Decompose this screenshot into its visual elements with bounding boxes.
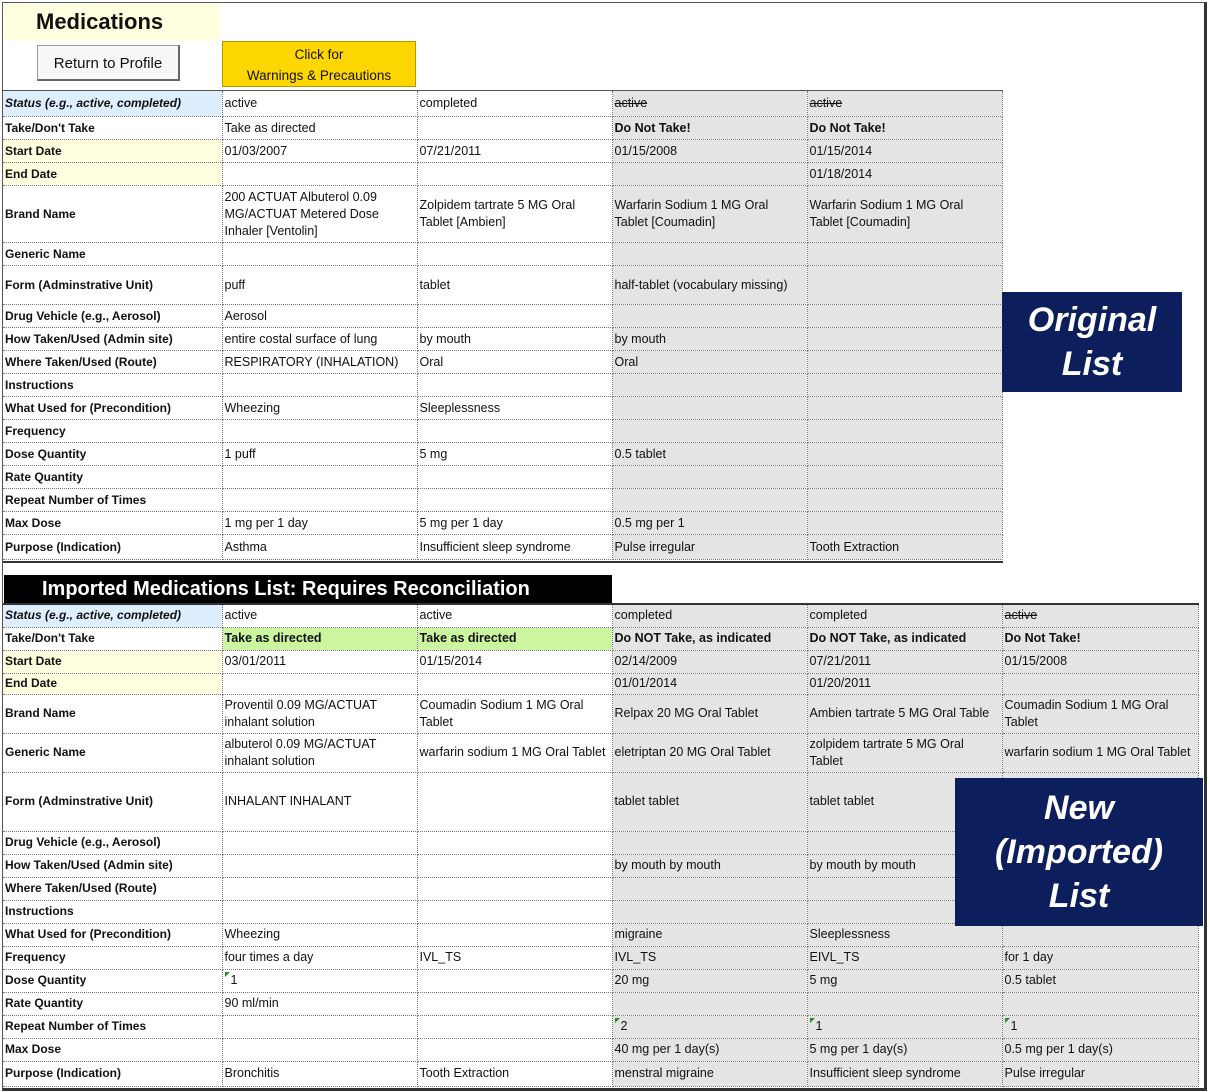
original-cell[interactable]: [417, 466, 612, 489]
row-label: End Date: [3, 163, 222, 186]
row-label: Generic Name: [3, 243, 222, 266]
original-row: [3, 420, 1002, 443]
row-label: Purpose (Indication): [3, 1061, 222, 1086]
original-row: [3, 351, 1002, 374]
imported-row: [3, 1038, 1198, 1061]
original-row: [3, 91, 1002, 117]
original-row: [3, 535, 1002, 560]
original-cell[interactable]: Zolpidem tartrate 5 MG Oral Tablet [Ambien]: [417, 186, 612, 243]
original-cell[interactable]: 01/15/2008: [612, 140, 807, 163]
row-label: Status (e.g., active, completed): [3, 91, 222, 117]
imported-cell[interactable]: Do NOT Take, as indicated: [612, 627, 807, 650]
callout-new-line3: List: [1048, 877, 1110, 915]
row-label: What Used for (Precondition): [3, 397, 222, 420]
original-cell[interactable]: 01/15/2014: [807, 140, 1002, 163]
imported-cell[interactable]: albuterol 0.09 MG/ACTUAT inhalant solution: [222, 733, 417, 772]
imported-cell[interactable]: [417, 831, 612, 854]
page-title: Medications: [4, 4, 220, 40]
imported-cell[interactable]: IVL_TS: [612, 946, 807, 969]
imported-cell[interactable]: Take as directed: [222, 627, 417, 650]
original-cell[interactable]: [417, 489, 612, 512]
imported-cell[interactable]: Take as directed: [417, 627, 612, 650]
comment-marker-icon: [225, 972, 230, 977]
original-row: [3, 243, 1002, 266]
imported-cell[interactable]: [222, 969, 417, 992]
imported-cell[interactable]: tablet tablet: [807, 772, 1002, 831]
original-row: [3, 466, 1002, 489]
imported-list-callout: [955, 778, 1203, 926]
original-cell[interactable]: [807, 489, 1002, 512]
original-cell[interactable]: [612, 420, 807, 443]
row-label: Rate Quantity: [3, 992, 222, 1015]
row-label: Dose Quantity: [3, 969, 222, 992]
row-label: Max Dose: [3, 512, 222, 535]
original-cell[interactable]: 01/03/2007: [222, 140, 417, 163]
row-label: End Date: [3, 673, 222, 694]
original-cell[interactable]: 0.5 mg per 1: [612, 512, 807, 535]
imported-cell[interactable]: four times a day: [222, 946, 417, 969]
imported-cell[interactable]: warfarin sodium 1 MG Oral Tablet: [1002, 733, 1198, 772]
row-label: Dose Quantity: [3, 443, 222, 466]
imported-cell[interactable]: migraine: [612, 923, 807, 946]
comment-marker-icon: [810, 1018, 815, 1023]
imported-cell[interactable]: Do Not Take!: [1002, 627, 1198, 650]
original-cell[interactable]: Insufficient sleep syndrome: [417, 535, 612, 560]
original-cell[interactable]: [807, 420, 1002, 443]
imported-row: [3, 1061, 1198, 1086]
imported-cell[interactable]: eletriptan 20 MG Oral Tablet: [612, 733, 807, 772]
imported-cell[interactable]: 03/01/2011: [222, 650, 417, 673]
row-label: Generic Name: [3, 733, 222, 772]
original-cell[interactable]: Pulse irregular: [612, 535, 807, 560]
original-cell[interactable]: by mouth: [417, 328, 612, 351]
row-label: Drug Vehicle (e.g., Aerosol): [3, 305, 222, 328]
imported-cell[interactable]: Sleeplessness: [807, 923, 1002, 946]
original-cell[interactable]: Oral: [612, 351, 807, 374]
original-cell[interactable]: Asthma: [222, 535, 417, 560]
original-cell[interactable]: [807, 397, 1002, 420]
callout-new-line1: New: [1044, 789, 1114, 827]
original-table-bottom-border: [3, 561, 1003, 563]
row-label: Brand Name: [3, 186, 222, 243]
imported-cell[interactable]: 0.5 mg per 1 day(s): [1002, 1038, 1198, 1061]
warnings-precautions-button[interactable]: [222, 41, 416, 87]
imported-cell[interactable]: active: [222, 604, 417, 627]
row-label: Max Dose: [3, 1038, 222, 1061]
imported-cell[interactable]: [222, 673, 417, 694]
imported-row: [3, 992, 1198, 1015]
cell-value: 1: [815, 1019, 823, 1033]
imported-cell[interactable]: Proventil 0.09 MG/ACTUAT inhalant solution: [222, 694, 417, 733]
row-label: Where Taken/Used (Route): [3, 351, 222, 374]
original-cell[interactable]: 1 puff: [222, 443, 417, 466]
imported-cell[interactable]: [612, 1015, 807, 1038]
row-label: Take/Don't Take: [3, 627, 222, 650]
original-cell[interactable]: active: [612, 91, 807, 117]
original-row: [3, 512, 1002, 535]
imported-cell[interactable]: [612, 877, 807, 900]
imported-cell[interactable]: [417, 992, 612, 1015]
imported-cell[interactable]: [417, 969, 612, 992]
imported-cell[interactable]: menstral migraine: [612, 1061, 807, 1086]
original-cell[interactable]: Aerosol: [222, 305, 417, 328]
original-cell[interactable]: [222, 466, 417, 489]
original-cell[interactable]: by mouth: [612, 328, 807, 351]
original-cell[interactable]: [612, 243, 807, 266]
original-cell[interactable]: Do Not Take!: [807, 117, 1002, 140]
original-cell[interactable]: [222, 374, 417, 397]
imported-cell[interactable]: 0.5 tablet: [1002, 969, 1198, 992]
imported-row: [3, 946, 1198, 969]
imported-row: [3, 627, 1198, 650]
original-cell[interactable]: [807, 351, 1002, 374]
original-cell[interactable]: tablet: [417, 266, 612, 305]
imported-row: [3, 673, 1198, 694]
imported-cell[interactable]: [807, 1015, 1002, 1038]
original-row: [3, 489, 1002, 512]
imported-cell[interactable]: Tooth Extraction: [417, 1061, 612, 1086]
imported-cell[interactable]: [417, 854, 612, 877]
imported-cell[interactable]: active: [1002, 604, 1198, 627]
original-cell[interactable]: 07/21/2011: [417, 140, 612, 163]
original-cell[interactable]: [807, 443, 1002, 466]
imported-row: [3, 733, 1198, 772]
original-cell[interactable]: [417, 243, 612, 266]
row-label: Instructions: [3, 900, 222, 923]
row-label: Where Taken/Used (Route): [3, 877, 222, 900]
original-row: [3, 374, 1002, 397]
imported-cell[interactable]: [1002, 1015, 1198, 1038]
original-cell[interactable]: [807, 243, 1002, 266]
original-cell[interactable]: [612, 374, 807, 397]
original-cell[interactable]: [612, 489, 807, 512]
original-cell[interactable]: [807, 266, 1002, 305]
imported-cell[interactable]: [222, 831, 417, 854]
original-cell[interactable]: Tooth Extraction: [807, 535, 1002, 560]
row-label: Frequency: [3, 420, 222, 443]
imported-list-header: Imported Medications List: Requires Reconciliation: [4, 575, 612, 603]
original-cell[interactable]: [612, 305, 807, 328]
imported-row: [3, 604, 1198, 627]
row-label: What Used for (Precondition): [3, 923, 222, 946]
imported-cell[interactable]: [807, 992, 1002, 1015]
original-cell[interactable]: Wheezing: [222, 397, 417, 420]
original-cell[interactable]: [222, 489, 417, 512]
row-label: Frequency: [3, 946, 222, 969]
imported-cell[interactable]: [417, 673, 612, 694]
original-cell[interactable]: [417, 163, 612, 186]
row-label: Start Date: [3, 650, 222, 673]
original-cell[interactable]: Oral: [417, 351, 612, 374]
callout-original-line2: List: [1061, 345, 1123, 383]
imported-row: [3, 1015, 1198, 1038]
imported-cell[interactable]: [417, 923, 612, 946]
warnings-button-line2: Warnings & Precautions: [246, 68, 392, 83]
imported-cell[interactable]: 07/21/2011: [807, 650, 1002, 673]
original-row: [3, 443, 1002, 466]
original-row: [3, 163, 1002, 186]
imported-cell[interactable]: 5 mg per 1 day(s): [807, 1038, 1002, 1061]
row-label: Take/Don't Take: [3, 117, 222, 140]
original-medications-table: [3, 90, 1003, 560]
imported-cell[interactable]: 90 ml/min: [222, 992, 417, 1015]
imported-cell[interactable]: [417, 772, 612, 831]
original-cell[interactable]: [612, 163, 807, 186]
original-row: [3, 397, 1002, 420]
row-label: How Taken/Used (Admin site): [3, 854, 222, 877]
imported-cell[interactable]: [612, 900, 807, 923]
imported-cell[interactable]: Do NOT Take, as indicated: [807, 627, 1002, 650]
imported-cell[interactable]: by mouth by mouth: [612, 854, 807, 877]
imported-cell[interactable]: tablet tablet: [612, 772, 807, 831]
original-cell[interactable]: active: [222, 91, 417, 117]
imported-cell[interactable]: [612, 831, 807, 854]
original-row: [3, 305, 1002, 328]
row-label: Rate Quantity: [3, 466, 222, 489]
imported-cell[interactable]: zolpidem tartrate 5 MG Oral Tablet: [807, 733, 1002, 772]
imported-cell[interactable]: [417, 1038, 612, 1061]
row-label: Instructions: [3, 374, 222, 397]
imported-cell[interactable]: EIVL_TS: [807, 946, 1002, 969]
original-cell[interactable]: [807, 466, 1002, 489]
original-cell[interactable]: [222, 420, 417, 443]
imported-cell[interactable]: [1002, 923, 1198, 946]
original-cell[interactable]: Do Not Take!: [612, 117, 807, 140]
row-label: Form (Adminstrative Unit): [3, 266, 222, 305]
row-label: Brand Name: [3, 694, 222, 733]
original-row: [3, 186, 1002, 243]
original-cell[interactable]: 200 ACTUAT Albuterol 0.09 MG/ACTUAT Metered Dose Inhaler [Ventolin]: [222, 186, 417, 243]
original-cell[interactable]: completed: [417, 91, 612, 117]
original-cell[interactable]: 01/18/2014: [807, 163, 1002, 186]
original-cell[interactable]: puff: [222, 266, 417, 305]
imported-cell[interactable]: [222, 900, 417, 923]
imported-cell[interactable]: Insufficient sleep syndrome: [807, 1061, 1002, 1086]
original-cell[interactable]: half-tablet (vocabulary missing): [612, 266, 807, 305]
imported-cell[interactable]: [222, 854, 417, 877]
imported-cell[interactable]: [1002, 673, 1198, 694]
imported-cell[interactable]: for 1 day: [1002, 946, 1198, 969]
imported-cell[interactable]: Wheezing: [222, 923, 417, 946]
original-cell[interactable]: [807, 328, 1002, 351]
row-label: Repeat Number of Times: [3, 1015, 222, 1038]
row-label: Purpose (Indication): [3, 535, 222, 560]
imported-cell[interactable]: [222, 877, 417, 900]
imported-cell[interactable]: Coumadin Sodium 1 MG Oral Tablet: [417, 694, 612, 733]
original-cell[interactable]: 5 mg: [417, 443, 612, 466]
original-cell[interactable]: entire costal surface of lung: [222, 328, 417, 351]
original-cell[interactable]: [417, 374, 612, 397]
original-cell[interactable]: [807, 374, 1002, 397]
original-row: [3, 117, 1002, 140]
imported-cell[interactable]: completed: [612, 604, 807, 627]
original-cell[interactable]: RESPIRATORY (INHALATION): [222, 351, 417, 374]
row-label: Start Date: [3, 140, 222, 163]
comment-marker-icon: [615, 1018, 620, 1023]
original-cell[interactable]: Sleeplessness: [417, 397, 612, 420]
imported-cell[interactable]: INHALANT INHALANT: [222, 772, 417, 831]
imported-cell[interactable]: [222, 1015, 417, 1038]
callout-new-line2: (Imported): [994, 833, 1164, 871]
imported-cell[interactable]: 40 mg per 1 day(s): [612, 1038, 807, 1061]
imported-row: [3, 969, 1198, 992]
original-cell[interactable]: active: [807, 91, 1002, 117]
imported-cell[interactable]: [612, 992, 807, 1015]
original-cell[interactable]: 1 mg per 1 day: [222, 512, 417, 535]
original-cell[interactable]: 0.5 tablet: [612, 443, 807, 466]
return-to-profile-button[interactable]: Return to Profile: [37, 45, 180, 81]
row-label: How Taken/Used (Admin site): [3, 328, 222, 351]
imported-cell[interactable]: by mouth by mouth: [807, 854, 1002, 877]
imported-cell[interactable]: Relpax 20 MG Oral Tablet: [612, 694, 807, 733]
imported-cell[interactable]: [417, 877, 612, 900]
original-cell[interactable]: [612, 397, 807, 420]
original-cell[interactable]: Take as directed: [222, 117, 417, 140]
cell-value: 2: [620, 1019, 628, 1033]
imported-cell[interactable]: 01/01/2014: [612, 673, 807, 694]
row-label: Status (e.g., active, completed): [3, 604, 222, 627]
imported-cell[interactable]: 01/15/2008: [1002, 650, 1198, 673]
imported-row: [3, 923, 1198, 946]
row-label: Form (Adminstrative Unit): [3, 772, 222, 831]
original-cell[interactable]: [417, 305, 612, 328]
imported-row: [3, 694, 1198, 733]
imported-cell[interactable]: [1002, 992, 1198, 1015]
imported-cell[interactable]: Ambien tartrate 5 MG Oral Table: [807, 694, 1002, 733]
imported-cell[interactable]: 5 mg: [807, 969, 1002, 992]
imported-cell[interactable]: Bronchitis: [222, 1061, 417, 1086]
original-cell[interactable]: [807, 512, 1002, 535]
original-cell[interactable]: [417, 117, 612, 140]
imported-cell[interactable]: 01/15/2014: [417, 650, 612, 673]
original-row: [3, 328, 1002, 351]
original-row: [3, 140, 1002, 163]
original-cell[interactable]: [417, 420, 612, 443]
callout-original-line1: Original: [1027, 301, 1157, 339]
imported-cell[interactable]: Coumadin Sodium 1 MG Oral Tablet: [1002, 694, 1198, 733]
original-cell[interactable]: [222, 163, 417, 186]
original-cell[interactable]: [222, 243, 417, 266]
original-cell[interactable]: 5 mg per 1 day: [417, 512, 612, 535]
original-cell[interactable]: Warfarin Sodium 1 MG Oral Tablet [Coumadin]: [612, 186, 807, 243]
row-label: Drug Vehicle (e.g., Aerosol): [3, 831, 222, 854]
row-label: Repeat Number of Times: [3, 489, 222, 512]
imported-cell[interactable]: 20 mg: [612, 969, 807, 992]
original-cell[interactable]: [612, 466, 807, 489]
original-cell[interactable]: [807, 305, 1002, 328]
imported-cell[interactable]: 02/14/2009: [612, 650, 807, 673]
cell-value: 1: [1010, 1019, 1018, 1033]
imported-cell[interactable]: [417, 1015, 612, 1038]
cell-value: 1: [230, 973, 238, 987]
imported-row: [3, 650, 1198, 673]
imported-cell[interactable]: 01/20/2011: [807, 673, 1002, 694]
original-cell[interactable]: Warfarin Sodium 1 MG Oral Tablet [Coumadin]: [807, 186, 1002, 243]
warnings-button-line1: Click for: [294, 47, 344, 62]
imported-cell[interactable]: IVL_TS: [417, 946, 612, 969]
original-list-callout: [1002, 292, 1182, 392]
imported-cell[interactable]: completed: [807, 604, 1002, 627]
imported-cell[interactable]: [222, 1038, 417, 1061]
imported-cell[interactable]: [417, 900, 612, 923]
comment-marker-icon: [1005, 1018, 1010, 1023]
imported-cell[interactable]: warfarin sodium 1 MG Oral Tablet: [417, 733, 612, 772]
imported-cell[interactable]: Pulse irregular: [1002, 1061, 1198, 1086]
imported-cell[interactable]: active: [417, 604, 612, 627]
original-row: [3, 266, 1002, 305]
